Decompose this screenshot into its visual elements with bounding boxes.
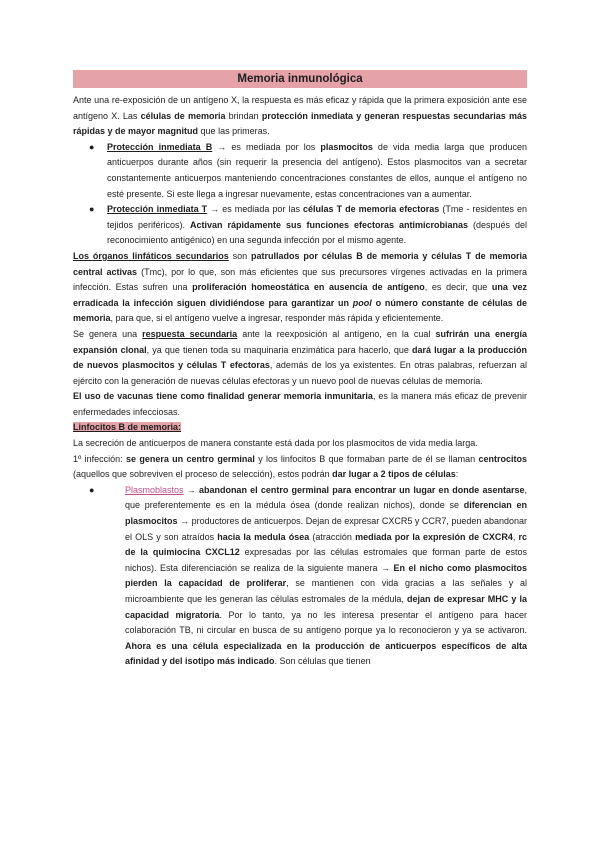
text: de vida media larga que producen anticuerpos durante años (sin requerir la presencia del antígeno). Estos plasmocitos van a secretar constantemente anticuerpos manteniendo concentraciones constantes de ellos, aunque el antígeno no esté presente. Si este llega a ingresar nuevamente, estas concentraciones van a aumentar. <box>107 141 527 199</box>
bold-text: centrocitos <box>478 453 527 464</box>
text: son <box>228 250 251 261</box>
list-item-label: Protección inmediata T <box>107 204 208 215</box>
bold-text: dejan de expresar MHC y la capacidad migratoria <box>125 594 527 620</box>
bold-text: células T de memoria efectoras <box>303 204 440 215</box>
list-item-label: Protección inmediata B <box>107 141 213 152</box>
organs-paragraph <box>73 249 527 327</box>
text: . Son células que tienen <box>274 656 371 667</box>
text: → <box>183 484 199 495</box>
secretion-paragraph: La secreción de anticuerpos de manera constante está dada por los plasmocitos de vida media larga. <box>73 438 478 449</box>
text: , ya que tienen toda su maquinaria enzimática para hacerlo, que <box>146 344 413 355</box>
bold-text: células de memoria <box>140 110 226 121</box>
text: (atracción <box>309 531 356 542</box>
text: : <box>455 469 459 480</box>
text: , para que, si el antígeno vuelve a ingresar, responder más rápida y eficientemente. <box>110 313 444 324</box>
text: , es la manera más eficaz de prevenir enfermedades infecciosas. <box>73 391 527 417</box>
text: Ante una re-exposición de un antígeno X, la respuesta es más eficaz y rápida que la primera exposición ante ese antígeno X. Las <box>73 95 527 121</box>
text: , que preferentemente es en la médula ósea (donde realizan nichos), donde se <box>125 484 527 511</box>
bold-text: se genera un centro germinal <box>125 453 255 464</box>
bold-text: dar lugar a 2 tipos de células <box>332 469 456 480</box>
text: Se genera una <box>73 328 143 339</box>
text: (aquellos que sobreviven el proceso de selección), estos podrán <box>73 469 333 480</box>
text: y los linfocitos B que formaban parte de él se llaman <box>254 453 479 464</box>
text: . Por lo tanto, ya no les interesa presentar el antígeno para hacer colaboración TB, ni circular en busca de su antígeno porque ya lo reconocieron y ya se activaron. <box>125 609 527 636</box>
bold-text: mediada por la expresión de CXCR4 <box>355 531 513 542</box>
text: brindan <box>225 110 262 121</box>
bullet-icon: ● <box>89 141 95 152</box>
list-item-label: Plasmoblastos <box>125 484 184 495</box>
bold-text: El uso de vacunas tiene como finalidad generar memoria inmunitaria <box>73 391 373 402</box>
bold-text: rc de la quimiocina CXCL12 <box>125 531 527 558</box>
bold-text: proliferación homeostática en ausencia de antígeno <box>192 282 425 293</box>
text: 1º infección: <box>73 453 126 464</box>
bold-text: respuesta secundaria <box>142 328 238 339</box>
protection-list <box>73 140 527 249</box>
cell-types-list <box>73 483 527 670</box>
text: (Tme - residentes en tejidos periféricos). <box>107 204 528 230</box>
text: (Tmc), por lo que, son más eficientes que sus precursores vírgenes activadas en la primera infección. Estas sufren una <box>73 266 527 293</box>
bold-text: Ahora es una célula especializada en la producción de anticuerpos específicos de alta afinidad y del isotipo más indicado <box>125 640 527 667</box>
secondary-response-paragraph <box>73 327 527 389</box>
bold-text: diferencian en plasmocitos <box>125 500 527 527</box>
list-item <box>73 140 527 202</box>
text: → es mediada por los <box>212 141 321 152</box>
bold-text: plasmocitos <box>320 141 373 152</box>
bold-text: En el nicho como plasmocitos pierden la capacidad de proliferar <box>125 562 527 589</box>
section-heading-text: Linfocitos B de memoria: <box>73 422 182 433</box>
text: ante la reexposición al antígeno, en la cual <box>237 328 436 339</box>
list-item <box>73 202 527 249</box>
document-body <box>73 93 527 670</box>
text: → productores de anticuerpos. Dejan de expresar CXCR5 y CCR7, pueden abandonar el OLS y son atraídos <box>125 516 527 542</box>
text: expresadas por las células estromales que forman parte de estos nichos). Esta diferenciación se realiza de la siguiente manera → <box>125 547 528 573</box>
italic-text: pool <box>352 297 372 308</box>
text: → es mediada por las <box>207 204 303 215</box>
bullet-icon: ● <box>89 204 95 215</box>
text: , se mantienen con vida gracias a las señales y al microambiente que les generan las células estromales de la médula, <box>125 578 527 604</box>
text: (después del reconocimiento antigénico) en una segunda infección por el mismo agente. <box>107 219 527 246</box>
bold-text: protección inmediata y generan respuestas secundarias más rápidas y de mayor magnitud <box>73 110 527 137</box>
bold-text: Los órganos linfáticos secundarios <box>73 250 229 261</box>
list-item <box>73 483 527 670</box>
text: , es decir, que <box>424 282 492 293</box>
bold-text: dará lugar a la producción de nuevos plasmocitos y células T efectoras <box>73 344 527 371</box>
bold-text: hacia la medula ósea <box>217 531 310 542</box>
infection-paragraph <box>73 452 527 483</box>
bold-text: una vez erradicada la infección siguen dividiéndose para garantizar un <box>73 282 528 308</box>
bold-text: patrullados por células B de memoria y células T de memoria central activas <box>73 250 527 277</box>
intro-paragraph <box>73 93 527 140</box>
vaccines-paragraph <box>73 389 527 420</box>
text: , <box>512 531 519 542</box>
bullet-icon: ● <box>89 484 95 495</box>
section-heading <box>73 420 527 436</box>
text: que las primeras. <box>198 126 270 137</box>
text: , además de los ya existentes. En otras palabras, refuerzan al ejército con la generación de nuevas células efectoras y un nuevo pool de nuevas células de memoria. <box>73 360 527 386</box>
page-title: Memoria inmunológica <box>73 70 527 88</box>
bold-text: o número constante de células de memoria <box>73 297 527 324</box>
bold-text: abandonan el centro germinal para encontrar un lugar en donde asentarse <box>198 484 525 495</box>
bold-text: sufrirán una energía expansión clonal <box>73 328 527 355</box>
bold-text: Activan rápidamente sus funciones efectoras antimicrobianas <box>190 219 468 230</box>
